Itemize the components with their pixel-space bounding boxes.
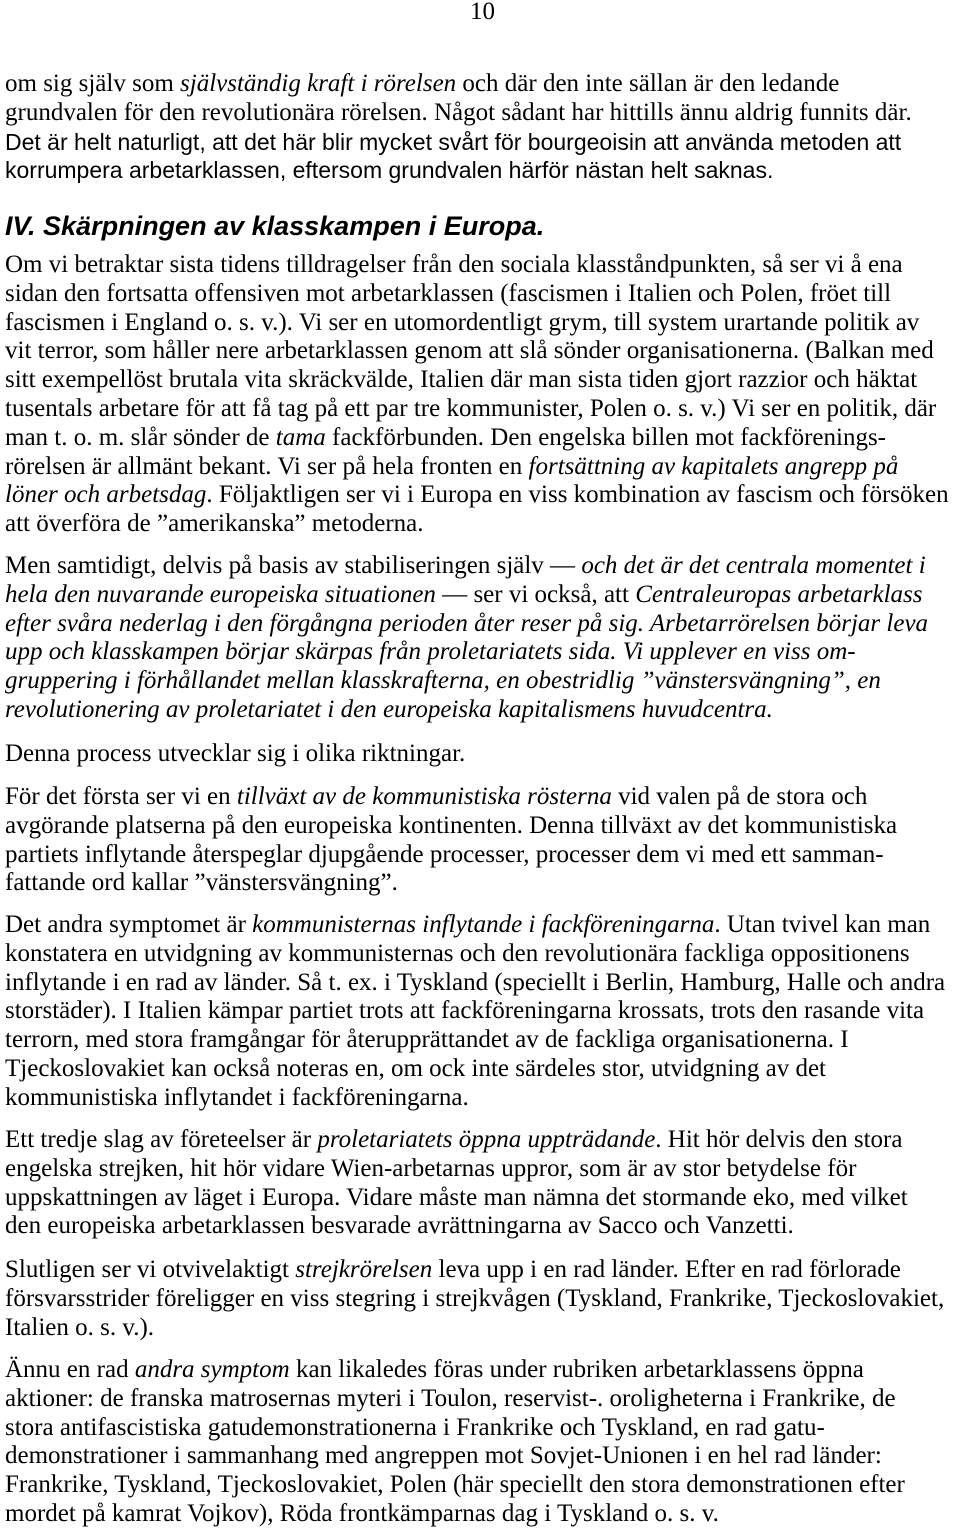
emphasis-text: kommunisternas inflytande i fackföreningarna [252, 911, 715, 938]
text-line: engelska strejken, hit hör vidare Wien-arbetarnas uppror, som är av stor betydelse för [5, 1154, 857, 1182]
text-run: Men samtidigt, delvis på basis av stabiliseringen själv — [5, 552, 582, 579]
emphasis-text: strejkrörelsen [295, 1256, 433, 1283]
text-line: den europeiska arbetarklassen besvarade avrättningarna av Sacco och Vanzetti. [5, 1212, 794, 1240]
text-line [5, 70, 839, 99]
text-line: uppskattningen av läget i Europa. Vidare måste man nämna det stormande eko, med vilket [5, 1183, 908, 1211]
text-line: Det är helt naturligt, att det här blir mycket svårt för bourgeoisin att använda metoden att [5, 128, 902, 155]
text-line: att överföra de ”amerikanska” metoderna. [5, 510, 424, 538]
text-run: fackförbunden. Den engelska billen mot fackförenings- [325, 423, 886, 451]
text-line [5, 481, 949, 510]
emphasis-text: självständig kraft i rörelsen [180, 70, 457, 97]
text-line [5, 424, 886, 453]
text-line: storstäder). I Italien kämpar partiet trots att fackföreningarna krossats, trots den rasande vita [5, 997, 925, 1025]
paragraph [5, 1356, 955, 1529]
text-line [5, 911, 930, 940]
text-line: avgörande platserna på den europeiska kontinenten. Denna tillväxt av det kommunistiska [5, 811, 898, 839]
paragraph-intro [5, 70, 955, 185]
text-run: Ett tredje slag av företeelser är [5, 1126, 318, 1153]
paragraph [5, 1256, 955, 1342]
section-heading: IV. Skärpningen av klasskampen i Europa. [5, 211, 545, 241]
text-line: mordet på kamrat Vojkov), Röda frontkämparnas dag i Tyskland o. s. v. [5, 1499, 719, 1527]
text-line: korrumpera arbetarklassen, eftersom grundvalen härför nästan helt saknas. [5, 157, 774, 184]
text-line: aktioner: de franska matrosernas myteri i Toulon, reservist-. oroligheterna i Frankrike, de [5, 1384, 896, 1412]
section-heading-block [5, 211, 955, 241]
text-run: För det första ser vi en [5, 783, 237, 810]
emphasis-text: löner och arbetsdag [5, 481, 207, 509]
emphasis-text: och det är det centrala momentet i [581, 552, 926, 579]
text-run: . Följaktligen ser vi i Europa en viss kombination av fascism och försöken [206, 481, 949, 509]
text-line [5, 581, 922, 610]
text-line: partiets inflytande återspeglar djupgående processer, processer dem vi med ett samman- [5, 840, 884, 868]
text-run: rörelsen är allmänt bekant. Vi ser på hela fronten en [5, 452, 529, 480]
text-run: man t. o. m. slår sönder de [5, 423, 276, 451]
text-line: Frankrike, Tyskland, Tjeckoslovakiet, Polen (här speciellt den stora demonstrationen efter [5, 1471, 905, 1499]
text-line: upp och klasskampen börjar skärpas från proletariatets sida. Vi upplever en viss om- [5, 638, 856, 666]
paragraph [5, 911, 955, 1113]
text-line: Om vi betraktar sista tidens tilldragelser från den sociala klasståndpunkten, så ser vi å ena [5, 251, 903, 278]
text-line: inflytande i en rad av länder. Så t. ex. i Tyskland (speciellt i Berlin, Hamburg, Halle och andra [5, 968, 946, 996]
text-line: fascismen i England o. s. v.). Vi ser en utomordentligt grym, till system urartande politik av [5, 308, 920, 336]
paragraph [5, 552, 955, 725]
text-line [5, 1126, 902, 1155]
text-line: försvarsstrider föreligger en viss stegring i strejkvågen (Tyskland, Frankrike, Tjeckoslovakiet, [5, 1284, 945, 1312]
text-line: sitt exempellöst brutala vita skräckvälde, Italien där man sista tiden gjort razzior och häktat [5, 366, 918, 394]
emphasis-text: hela den nuvarande europeiska situationen [5, 580, 436, 608]
text-line: Italien o. s. v.). [5, 1313, 155, 1341]
paragraph [5, 783, 955, 898]
text-run: . Hit hör delvis den stora [655, 1126, 903, 1153]
text-line: Tjeckoslovakiet kan också noteras en, om ock inte särdeles stor, utvidgning av det [5, 1054, 826, 1082]
text-line: demonstrationer i sammanhang med angreppen mot Sovjet-Unionen i en hel rad länder: [5, 1442, 882, 1470]
text-line: Denna process utvecklar sig i olika riktningar. [5, 740, 466, 767]
emphasis-text: tama [275, 423, 326, 451]
text-run: Det andra symptomet är [5, 911, 253, 938]
text-run: om sig själv som [5, 70, 181, 97]
text-line: stora antifascistiska gatudemonstrationerna i Frankrike och Tyskland, en rad gatu- [5, 1413, 825, 1441]
text-run: Ännu en rad [5, 1356, 135, 1383]
text-line [5, 783, 867, 812]
emphasis-text: tillväxt av de kommunistiska rösterna [236, 783, 612, 810]
emphasis-text: andra symptom [134, 1356, 290, 1383]
text-run: kan likaledes föras under rubriken arbetarklassens öppna [289, 1356, 864, 1383]
text-line [5, 1256, 901, 1285]
emphasis-text: Centraleuropas arbetarklass [635, 580, 923, 608]
text-line: grundvalen för den revolutionära rörelsen. Något sådant har hittills ännu aldrig funnits där. [5, 98, 912, 126]
text-line [5, 552, 926, 581]
text-run: och där den inte sällan är den ledande [456, 70, 840, 97]
page-number: 10 [470, 0, 495, 25]
text-run: — ser vi också, att [435, 580, 636, 608]
text-run: vid valen på de stora och [611, 783, 868, 810]
text-line: konstatera en utvidgning av kommunisternas och den revolutionära fackliga oppositionens [5, 939, 910, 967]
text-line: gruppering i förhållandet mellan klasskrafterna, en obestridlig ”vänstersvängning”, en [5, 667, 881, 695]
text-line: terrorn, med stora framgångar för återupprättandet av de fackliga organisationerna. I [5, 1026, 849, 1054]
text-line: kommunistiska inflytandet i fackföreningarna. [5, 1083, 469, 1111]
text-line: tusentals arbetare för att få tag på ett par tre kommunister, Polen o. s. v.) Vi ser en politik, där [5, 394, 937, 422]
emphasis-text: proletariatets öppna uppträdande [317, 1126, 656, 1153]
text-line: efter svåra nederlag i den förgångna perioden åter reser på sig. Arbetarrörelsen börjar leva [5, 609, 929, 637]
text-line: fattande ord kallar ”vänstersvängning”. [5, 869, 398, 897]
text-run: . Utan tvivel kan man [714, 911, 931, 938]
paragraph [5, 251, 955, 539]
text-line: vit terror, som håller nere arbetarklassen genom att slå sönder organisationerna. (Balkan med [5, 337, 934, 365]
text-line [5, 453, 898, 482]
text-line [5, 1356, 864, 1385]
text-run: Slutligen ser vi otvivelaktigt [5, 1256, 296, 1283]
text-line: revolutionering av proletariatet i den europeiska kapitalismens huvudcentra. [5, 695, 773, 723]
paragraph [5, 740, 955, 769]
paragraph [5, 1126, 955, 1241]
emphasis-text: fortsättning av kapitalets angrepp på [528, 452, 899, 480]
text-run: leva upp i en rad länder. Efter en rad förlorade [432, 1256, 901, 1283]
text-line: sidan den fortsatta offensiven mot arbetarklassen (fascismen i Italien och Polen, fröet till [5, 279, 892, 307]
